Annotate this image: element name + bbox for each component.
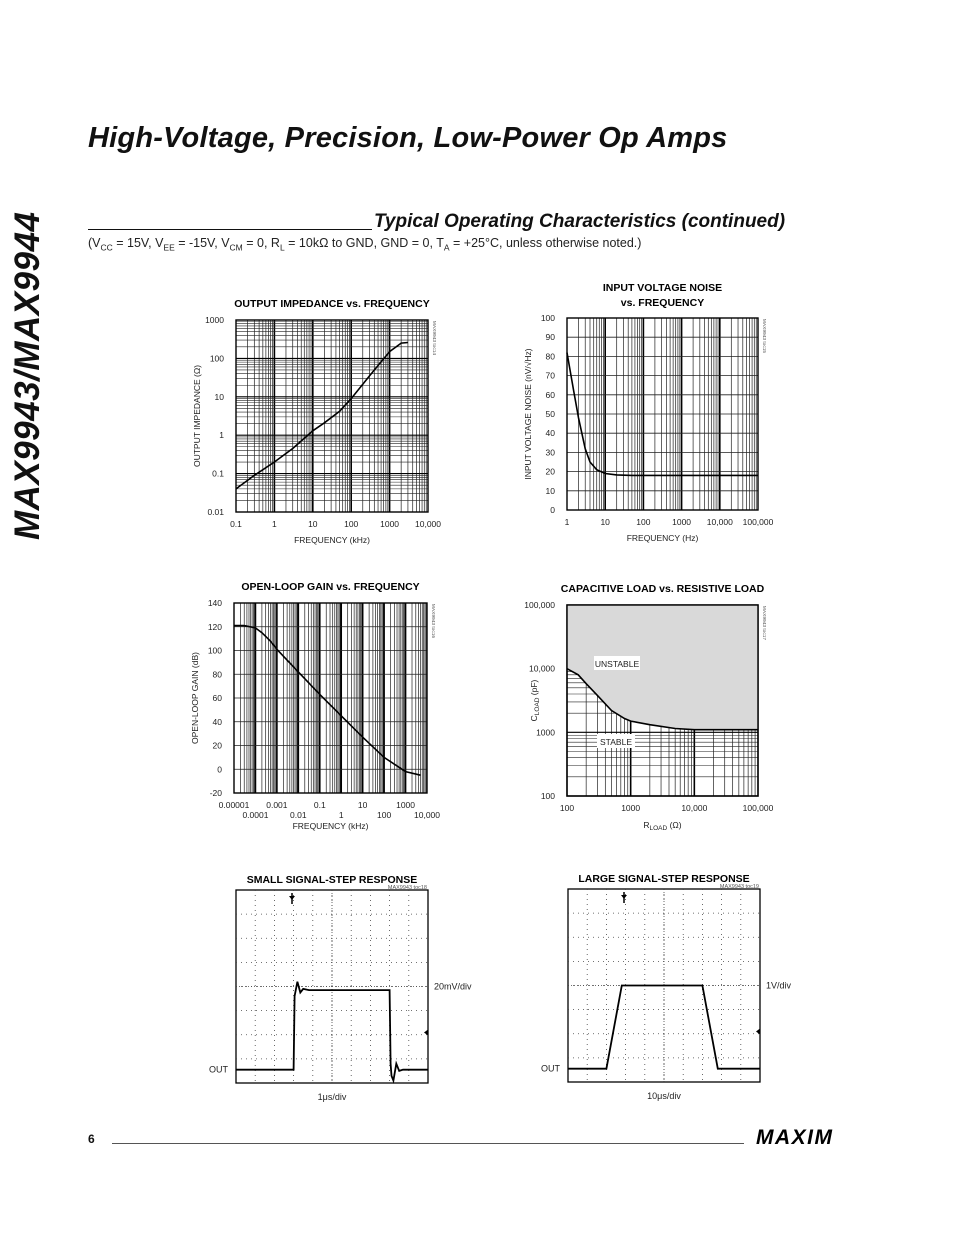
vertical-scale-label: 1V/div	[766, 980, 792, 991]
cond-sub: EE	[163, 242, 175, 253]
y-tick-label: 60	[212, 693, 222, 703]
x-tick-label: 0.001	[266, 800, 288, 810]
cond-sub: CC	[100, 242, 113, 253]
y-tick-label: 100	[540, 791, 555, 801]
chart-title: OUTPUT IMPEDANCE vs. FREQUENCY	[234, 298, 430, 310]
toc-code: MAX9943 toc19	[719, 884, 759, 890]
y-tick-label: 100,000	[524, 600, 555, 610]
y-tick-label: 80	[545, 351, 555, 362]
plot-frame	[236, 320, 428, 512]
x-tick-label: 10,000	[706, 517, 733, 527]
chart-title: CAPACITIVE LOAD vs. RESISTIVE LOAD	[560, 583, 765, 595]
x-tick-label: 0.1	[313, 800, 326, 810]
cond-text: = -15V, V	[174, 236, 230, 250]
y-axis-label: OUTPUT IMPEDANCE (Ω)	[192, 364, 202, 468]
x-tick-label: 10	[308, 519, 318, 529]
x-tick-label: 10,000	[414, 810, 440, 820]
cond-text: = 0, R	[242, 236, 280, 250]
y-tick-label: 70	[545, 370, 555, 381]
x-axis-label: FREQUENCY (kHz)	[292, 821, 369, 831]
cond-text: = 10kΩ to GND, GND = 0, T	[284, 236, 444, 250]
y-tick-label: 100	[540, 313, 555, 323]
x-axis-label: FREQUENCY (kHz)	[294, 535, 370, 545]
y-tick-label: 120	[207, 621, 222, 632]
y-tick-label: 100	[209, 353, 224, 364]
x-tick-label: 1000	[621, 803, 641, 813]
section-heading: Typical Operating Characteristics (continued)	[374, 211, 786, 232]
x-tick-label: 100,000	[742, 803, 774, 813]
x-tick-label: 10	[600, 517, 610, 527]
x-axis-label: $R_{LOAD}$ (Ω)	[643, 820, 682, 832]
y-tick-label: 40	[212, 716, 222, 727]
x-tick-label: 10	[357, 800, 368, 810]
y-tick-label: 100	[207, 645, 222, 656]
y-tick-label: 30	[545, 447, 555, 458]
cond-text: (V	[88, 236, 101, 250]
chart-title: INPUT VOLTAGE NOISE	[602, 282, 723, 294]
x-tick-label: 0.0001	[242, 810, 269, 820]
y-tick-label: 1000	[205, 315, 224, 325]
chart-title: LARGE SIGNAL-STEP RESPONSE	[578, 873, 750, 885]
y-axis-label: $C_{LOAD}$ (pF)	[529, 679, 541, 722]
trace-label: OUT	[541, 1063, 560, 1074]
y-axis-label: OPEN-LOOP GAIN (dB)	[190, 652, 200, 744]
side-part-number-title: MAX9943/MAX9944	[8, 211, 47, 540]
y-tick-label: 0	[550, 505, 555, 515]
x-tick-label: 10,000	[681, 803, 708, 813]
y-tick-label: 80	[212, 669, 222, 680]
footer-rule	[112, 1143, 744, 1144]
x-tick-label: 100	[559, 803, 575, 813]
y-tick-label: 1000	[536, 727, 555, 738]
y-tick-label: 1	[219, 430, 224, 441]
page-title: High-Voltage, Precision, Low-Power Op Amps	[88, 122, 728, 154]
x-tick-label: 0.1	[230, 519, 242, 529]
y-tick-label: 10	[545, 485, 555, 496]
x-tick-label: 1	[272, 519, 277, 529]
x-tick-label: 1	[564, 517, 570, 527]
y-tick-label: 60	[545, 389, 555, 400]
x-tick-label: 0.01	[290, 810, 307, 820]
maxim-logo	[756, 1126, 868, 1148]
unstable-label: UNSTABLE	[594, 659, 640, 669]
y-axis-label: INPUT VOLTAGE NOISE (nV/√Hz)	[523, 348, 533, 480]
maxim-logo-text: MAXIM	[756, 1126, 834, 1148]
x-tick-label: 100,000	[742, 517, 774, 527]
y-tick-label: 50	[545, 409, 555, 419]
chart-title: vs. FREQUENCY	[620, 297, 705, 309]
toc-code: MAX9943 toc15	[761, 318, 766, 354]
y-tick-label: 10,000	[529, 663, 555, 674]
vertical-scale-label: 20mV/div	[434, 981, 472, 992]
cond-sub: A	[443, 242, 450, 253]
horizontal-scale-label: 10μs/div	[647, 1091, 681, 1101]
chart-title: SMALL SIGNAL-STEP RESPONSE	[246, 874, 418, 886]
toc-code: MAX9943 toc16	[430, 603, 435, 639]
y-tick-label: -20	[209, 788, 222, 798]
x-tick-label: 1000	[672, 517, 692, 527]
x-tick-label: 1000	[396, 800, 416, 810]
trace-label: OUT	[209, 1064, 228, 1075]
cond-sub: CM	[229, 242, 243, 253]
y-tick-label: 140	[207, 598, 222, 608]
y-tick-label: 0.1	[212, 468, 224, 479]
x-tick-label: 100	[344, 519, 359, 529]
x-tick-label: 0.00001	[218, 800, 250, 810]
chart-title: OPEN-LOOP GAIN vs. FREQUENCY	[241, 581, 420, 593]
cond-text: = +25°C, unless otherwise noted.)	[449, 236, 642, 250]
x-tick-label: 1000	[380, 519, 400, 529]
cond-sub: L	[279, 242, 285, 253]
y-tick-label: 0.01	[207, 507, 224, 517]
toc-code: MAX9943 toc17	[761, 605, 766, 641]
cond-text: = 15V, V	[112, 236, 164, 250]
y-tick-label: 20	[545, 466, 555, 477]
x-tick-label: 100	[636, 517, 651, 527]
x-axis-label: FREQUENCY (Hz)	[626, 533, 699, 543]
y-tick-label: 20	[212, 740, 222, 751]
y-tick-label: 0	[217, 764, 222, 775]
horizontal-scale-label: 1μs/div	[317, 1092, 347, 1102]
x-tick-label: 1	[338, 810, 344, 820]
toc-code: MAX9943 toc18	[387, 885, 427, 891]
x-tick-label: 100	[377, 810, 392, 820]
y-tick-label: 90	[545, 332, 555, 343]
x-tick-label: 10,000	[415, 519, 441, 529]
y-tick-label: 10	[214, 391, 224, 402]
page-number: 6	[88, 1132, 95, 1146]
stable-label: STABLE	[600, 737, 632, 747]
y-tick-label: 40	[545, 428, 555, 439]
toc-code: MAX9943 toc14	[431, 320, 436, 356]
